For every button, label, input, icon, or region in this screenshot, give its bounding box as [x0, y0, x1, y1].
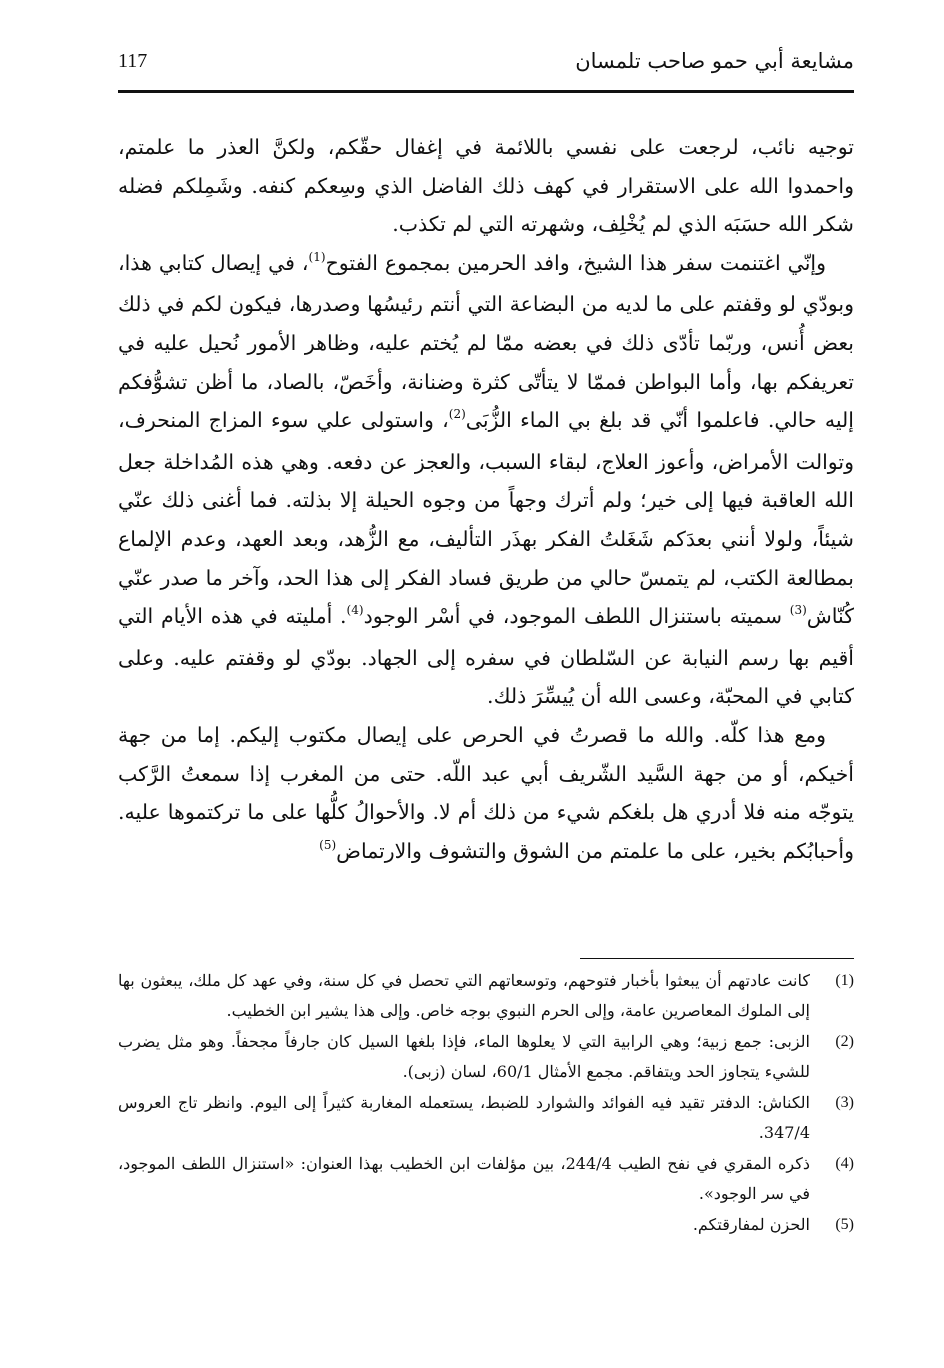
footnote-ref-2[interactable]: (2)	[448, 407, 466, 422]
footnote-ref-3[interactable]: (3)	[789, 603, 807, 618]
footnote-separator	[580, 958, 854, 959]
footnote-text: ذكره المقري في نفح الطيب 244/4، بين مؤلفات ابن الخطيب بهذا العنوان: «استنزال اللطف الموجود، في سر الوجود».	[118, 1154, 810, 1203]
footnote-number: (5)	[835, 1216, 854, 1233]
footnote-ref-5[interactable]: (5)	[319, 837, 337, 852]
footnote-ref-4[interactable]: (4)	[346, 603, 364, 618]
footnote-4	[118, 1149, 854, 1209]
footnote-5	[118, 1210, 854, 1240]
page-number: 117	[118, 50, 148, 72]
footnote-number: (4)	[835, 1155, 854, 1172]
footnote-2	[118, 1027, 854, 1087]
footnote-text: الحزن لمفارقتكم.	[692, 1215, 810, 1234]
footnote-number: (3)	[835, 1094, 854, 1111]
footnote-text: الكناش: الدفتر تقيد فيه الفوائد والشوارد للضبط، يستعمله المغاربة كثيراً إلى اليوم. وانظر تاج العروس 347/4.	[118, 1093, 810, 1142]
paragraph-3: ومع هذا كلّه. والله ما قصرتُ في الحرص على إيصال مكتوب إليكم. إما من جهة أخيكم، أو من جهة السَّيد الشّريف أبي عبد اللّه. حتى من المغرب إذا سمعتُ الرَّكب يتوجّه منه فلا أدري هل بلغكم شيء من ذلك أم لا. والأحوالُ كلُّها على ما تركتموها عليه. وأحبابُكم بخير، على ما علمتم من الشوق والتشوف والارتماض$^{(5)}$	[118, 722, 854, 863]
footnote-number: (2)	[835, 1033, 854, 1050]
footnote-text: كانت عادتهم أن يبعثوا بأخبار فتوحهم، وتوسعاتهم التي تحصل في كل سنة، وفي عهد كل ملك، يبعثون بها إلى الملوك المعاصرين عامة، وإلى الحرم النبوي بوجه خاص. وإلى هذا يشير ابن الخطيب.	[118, 971, 811, 1020]
running-title: مشايعة أبي حمو صاحب تلمسان	[575, 49, 854, 73]
footnote-number: (1)	[835, 972, 854, 989]
page-header	[118, 46, 854, 93]
footnote-3	[118, 1088, 854, 1148]
footnotes	[118, 966, 854, 1241]
paragraph-1: توجيه نائب، لرجعت على نفسي باللائمة في إغفال حقّكم، ولكنَّ العذر ما علمتم، واحمدوا الله على الاستقرار في كهف ذلك الفاضل الذي وسِعكم كنفه. وشَمِلكم فضله شكر الله حسَبَه الذي لم يُخْلِف، وشهرته التي لم تكذب.	[118, 135, 854, 237]
main-text	[118, 128, 854, 873]
footnote-ref-1[interactable]: (1)	[308, 249, 326, 264]
paragraph-2: وإنّي اغتنمت سفر هذا الشيخ، وافد الحرمين بمجموع الفتوح$^{(1)}$، في إيصال كتابي هذا، وبودّي لو وقفتم على ما لديه من البضاعة التي أنتم رئيسُها وصدرها، فيكون لكم في ذلك بعض أُنس، وربّما تأدّى ذلك في بعضه ممّا لم يُختم عليه، وظاهر الأمور نُحيل عليه في تعريفكم بها، وأما البواطن فممّا لا يتأتّى كثرة وضنانة، وأخَصّ، بالصاد، ما أظن تشوُّفكم إليه حالي. فاعلموا أنّي قد بلغ بي الماء الزُّبَى$^{(2)}$، واستولى علي سوء المزاج المنحرف، وتوالت الأمراض، وأعوز العلاج، لبقاء السبب، والعجز عن دفعه. وهي هذه المُداخلة جعل الله العاقبة فيها إلى خير؛ ولم أترك وجهاً من وجوه الحيلة إلا بذلته. فما أغنى ذلك عنّي شيئاً، ولولا أنني بعدَكم شَغَلتُ الفكر بهذَر التأليف، مع الزُّهد، وبعد العهد، وعدم الإلماع بمطالعة الكتب، لم يتمسّ حالي من طريق فساد الفكر إلى هذا الحد، وآخر ما صدر عنّي كُنّاش$^{(3)}$ سميته باستنزال اللطف الموجود، في أسْر الوجود$^{(4)}$. أمليته في هذه الأيام التي أقيم بها رسم النيابة عن السّلطان في سفره إلى الجهاد. بودّي لو وقفتم عليه. وعلى كتابي في المحبّة، وعسى الله أن يُيسِّرَ ذلك.	[118, 249, 855, 709]
footnote-text: الزبى: جمع زبية؛ وهي الرابية التي لا يعلوها الماء، فإذا بلغها السيل كان جارفاً مجحفاً. وهو مثل يضرب للشيء يتجاوز الحد ويتفاقم. مجمع الأمثال 60/1، لسان (زبى).	[118, 1032, 810, 1081]
footnote-1	[118, 966, 854, 1026]
